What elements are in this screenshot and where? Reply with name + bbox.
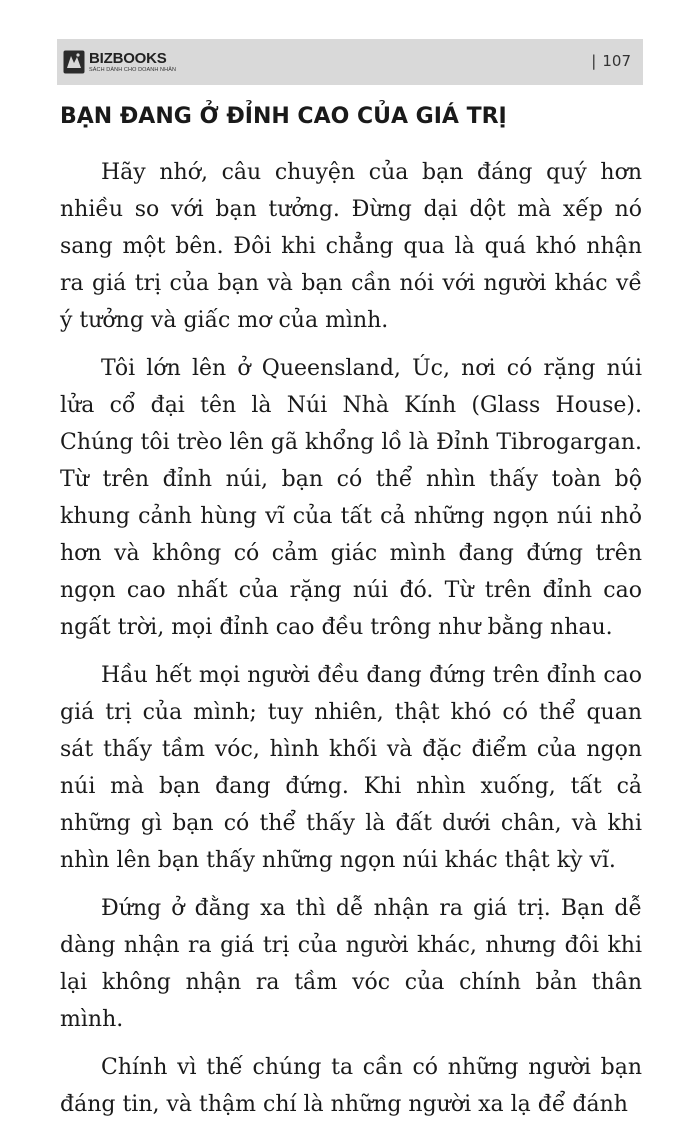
publisher-brand <box>63 44 176 80</box>
paragraph: Tôi lớn lên ở Queensland, Úc, nơi có rặng núi lửa cổ đại tên là Núi Nhà Kính (Glass House). Chúng tôi trèo lên gã khổng lồ là Đỉnh Tibrogargan. Từ trên đỉnh núi, bạn có thể nhìn thấy toàn bộ khung cảnh hùng vĩ của tất cả những ngọn núi nhỏ hơn và không có cảm giác mình đang đứng trên ngọn cao nhất của rặng núi đó. Từ trên đỉnh cao ngất trời, mọi đỉnh cao đều trông như bằng nhau. <box>60 356 642 640</box>
brand-text <box>89 51 176 74</box>
brand-tagline: SÁCH DÀNH CHO DOANH NHÂN <box>89 66 177 73</box>
brand-name: BIZBOOKS <box>89 49 167 67</box>
paragraph: Chính vì thế chúng ta cần có những người bạn đáng tin, và thậm chí là những người xa lạ để đánh <box>60 1055 642 1117</box>
running-header <box>57 39 643 85</box>
section-title: BẠN ĐANG Ở ĐỈNH CAO CỦA GIÁ TRỊ <box>60 104 507 129</box>
paragraph: Hầu hết mọi người đều đang đứng trên đỉnh cao giá trị của mình; tuy nhiên, thật khó có thể quan sát thấy tầm vóc, hình khối và đặc điểm của ngọn núi mà bạn đang đứng. Khi nhìn xuống, tất cả những gì bạn có thể thấy là đất dưới chân, và khi nhìn lên bạn thấy những ngọn núi khác thật kỳ vĩ. <box>60 663 642 873</box>
paragraph: Đứng ở đằng xa thì dễ nhận ra giá trị. Bạn dễ dàng nhận ra giá trị của người khác, nhưng đôi khi lại không nhận ra tầm vóc của chính bản thân mình. <box>60 896 642 1032</box>
paragraph: Hãy nhớ, câu chuyện của bạn đáng quý hơn nhiều so với bạn tưởng. Đừng dại dột mà xếp nó sang một bên. Đôi khi chẳng qua là quá khó nhận ra giá trị của bạn và bạn cần nói với người khác về ý tưởng và giấc mơ của mình. <box>60 160 642 333</box>
body-text <box>60 154 642 1134</box>
page-number-separator: | <box>591 52 597 70</box>
page-number-block <box>591 51 631 71</box>
page-number: 107 <box>602 52 631 70</box>
bizbooks-logo-icon <box>63 50 85 74</box>
